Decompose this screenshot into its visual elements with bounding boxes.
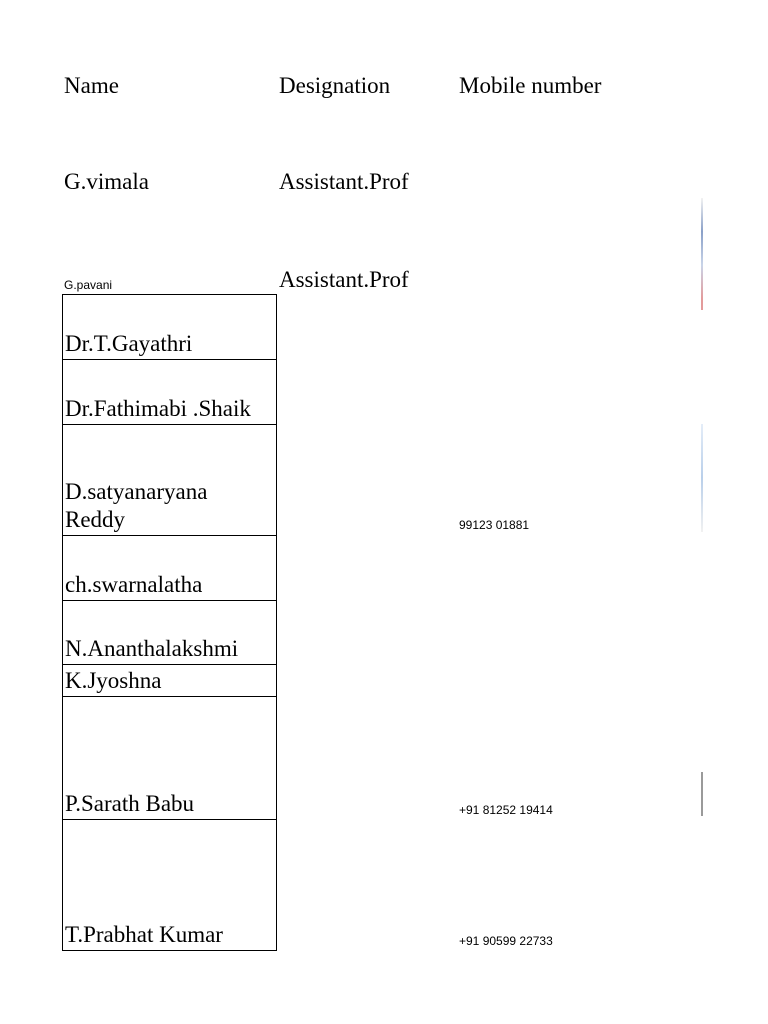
cropped-image-edge [701, 198, 703, 310]
row-name: P.Sarath Babu [65, 791, 195, 816]
row-name: G.pavani [64, 278, 113, 292]
row-mobile: 99123 01881 [459, 518, 530, 532]
name-cell [62, 600, 277, 665]
header-mobile-number: Mobile number [459, 73, 602, 98]
row-name: G.vimala [64, 169, 149, 194]
name-cell [62, 664, 277, 697]
name-cell [62, 696, 277, 820]
row-name: Dr.T.Gayathri [65, 331, 193, 356]
row-name: Dr.Fathimabi .Shaik [65, 396, 251, 421]
row-name: T.Prabhat Kumar [65, 922, 223, 947]
row-name: ch.swarnalatha [65, 572, 203, 597]
header-designation: Designation [279, 73, 391, 98]
name-cell [62, 359, 277, 425]
row-name: K.Jyoshna [65, 668, 162, 693]
header-name: Name [64, 73, 119, 98]
name-cell [62, 424, 277, 536]
name-cell [62, 819, 277, 951]
row-mobile: +91 90599 22733 [459, 934, 553, 948]
row-designation: Assistant.Prof [279, 267, 409, 292]
cropped-image-edge [701, 424, 703, 532]
row-designation: Assistant.Prof [279, 169, 409, 194]
row-mobile: +91 81252 19414 [459, 803, 553, 817]
name-cell [62, 294, 277, 360]
cropped-image-edge [701, 772, 703, 816]
row-name: D.satyanaryana Reddy [65, 479, 208, 532]
name-cell [62, 535, 277, 601]
row-name: N.Ananthalakshmi [65, 636, 239, 661]
